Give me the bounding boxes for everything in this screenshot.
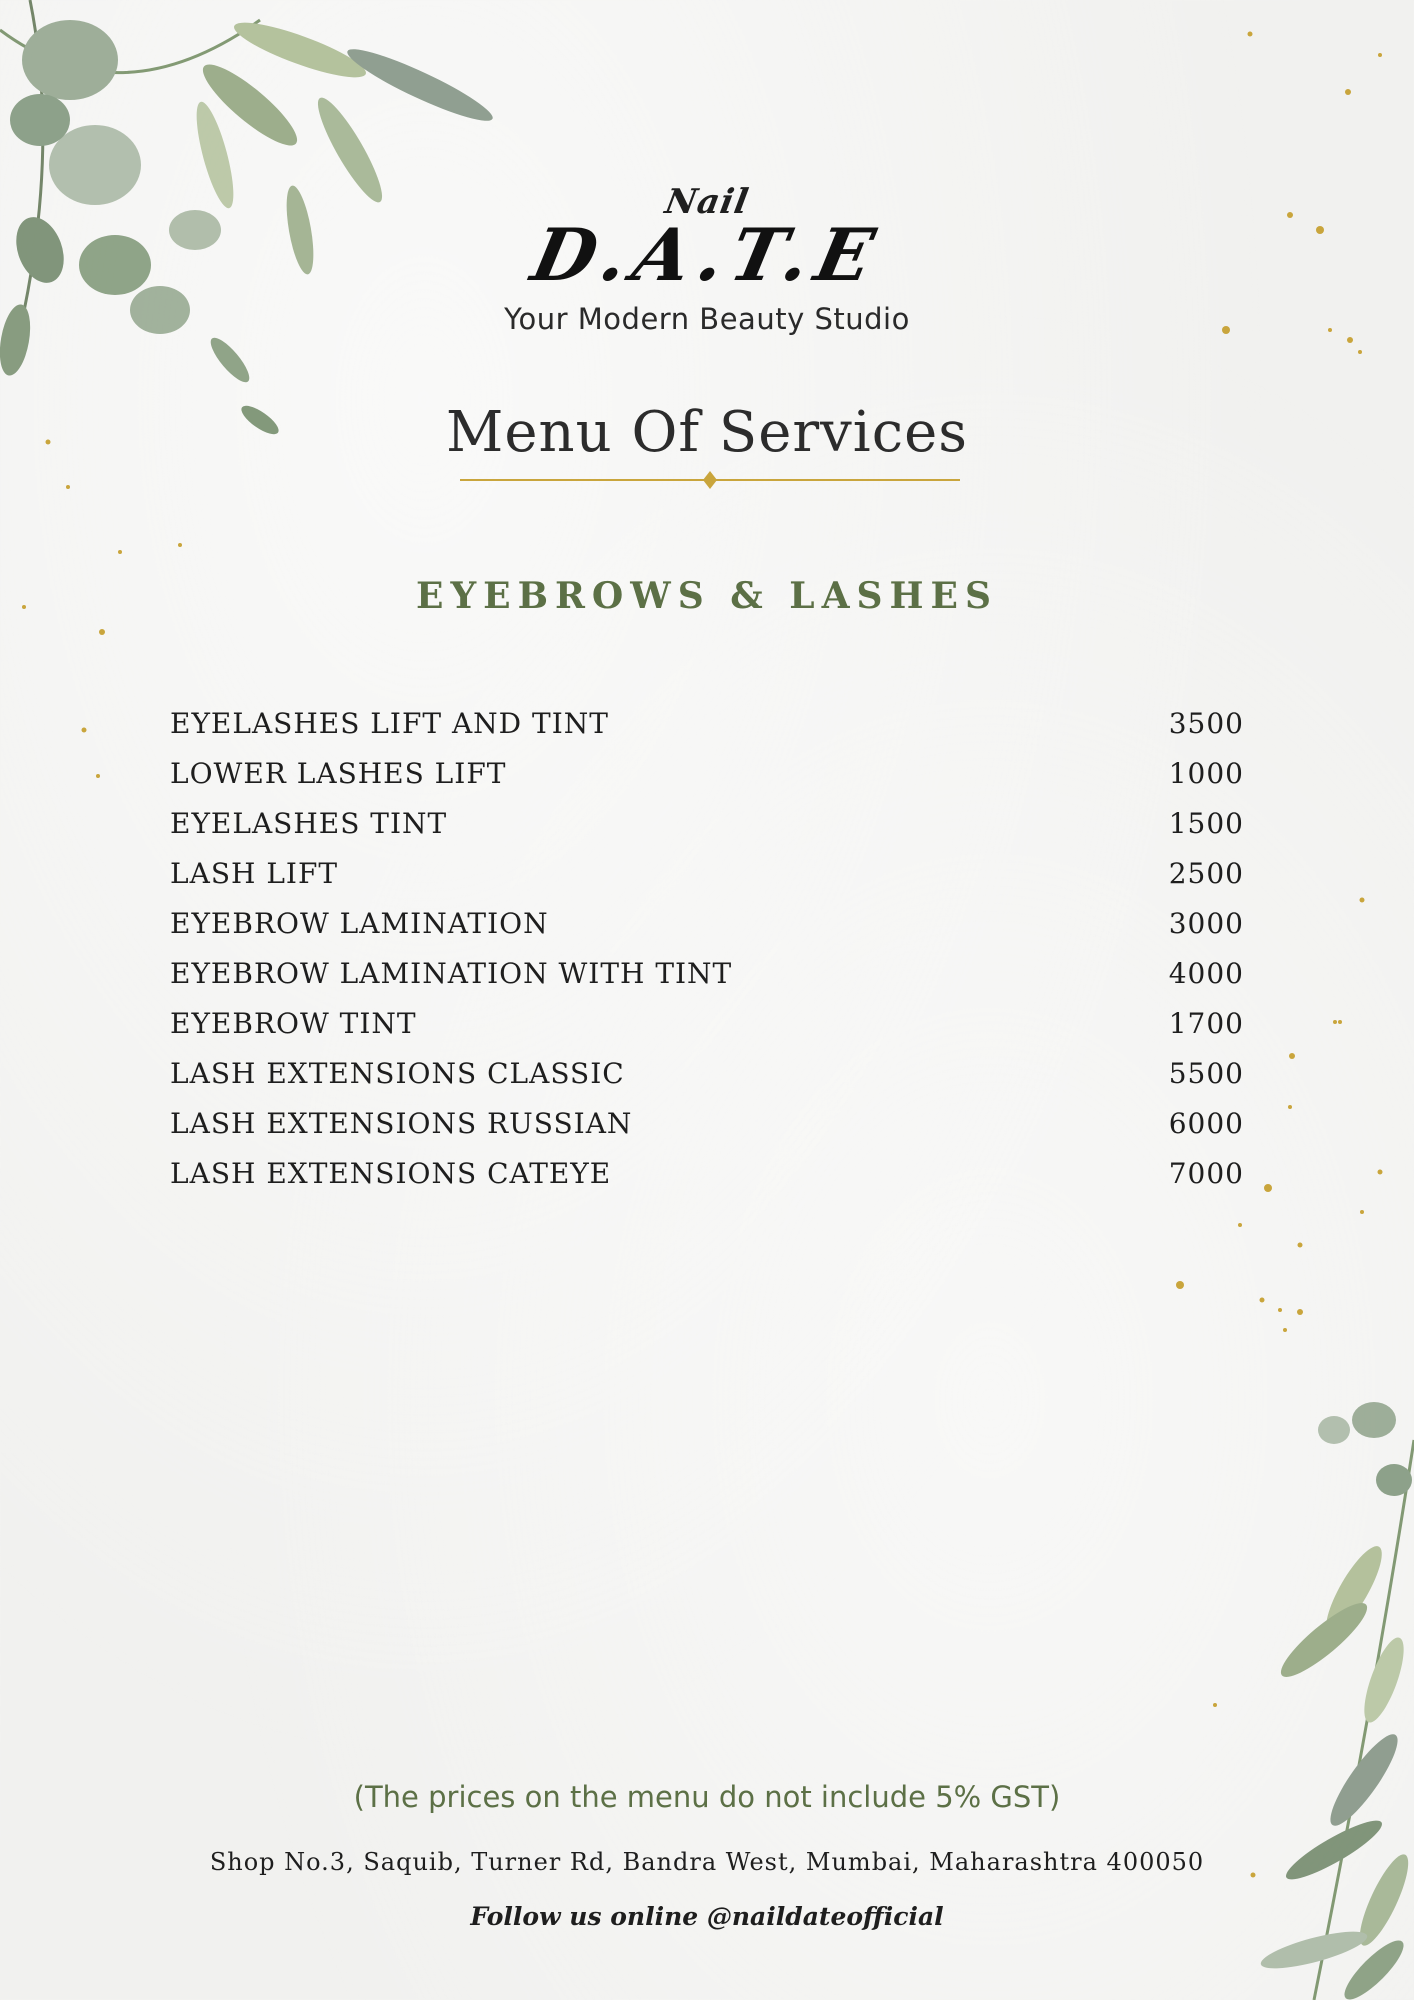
service-price: 2500 <box>1168 856 1244 890</box>
service-name: LASH EXTENSIONS RUSSIAN <box>170 1106 633 1140</box>
service-row <box>170 898 1244 948</box>
service-name: LOWER LASHES LIFT <box>170 756 507 790</box>
service-row <box>170 948 1244 998</box>
brand-logo: D.A.T.E <box>524 212 890 297</box>
service-row <box>170 998 1244 1048</box>
service-price: 1000 <box>1168 756 1244 790</box>
service-name: EYELASHES TINT <box>170 806 448 840</box>
gst-note: (The prices on the menu do not include 5% GST) <box>353 1780 1061 1814</box>
studio-address: Shop No.3, Saquib, Turner Rd, Bandra West, Mumbai, Maharashtra 400050 <box>209 1848 1205 1876</box>
service-price: 3500 <box>1168 706 1244 740</box>
service-row <box>170 698 1244 748</box>
service-name: EYEBROW TINT <box>170 1006 417 1040</box>
service-list <box>170 698 1244 1198</box>
service-row <box>170 798 1244 848</box>
service-row <box>170 848 1244 898</box>
service-name: LASH LIFT <box>170 856 339 890</box>
service-row <box>170 748 1244 798</box>
service-price: 5500 <box>1168 1056 1244 1090</box>
service-name: EYEBROW LAMINATION WITH TINT <box>170 956 733 990</box>
service-name: EYELASHES LIFT AND TINT <box>170 706 609 740</box>
title-divider <box>460 468 960 492</box>
service-price: 1500 <box>1168 806 1244 840</box>
service-name: LASH EXTENSIONS CATEYE <box>170 1156 612 1190</box>
social-handle: Follow us online @naildateofficial <box>470 1902 944 1931</box>
service-price: 3000 <box>1168 906 1244 940</box>
section-heading: EYEBROWS & LASHES <box>416 575 998 617</box>
brand-tagline: Your Modern Beauty Studio <box>504 302 910 336</box>
service-row <box>170 1098 1244 1148</box>
service-name: EYEBROW LAMINATION <box>170 906 549 940</box>
service-name: LASH EXTENSIONS CLASSIC <box>170 1056 625 1090</box>
brand-small-script: Nail <box>661 182 752 222</box>
service-price: 1700 <box>1168 1006 1244 1040</box>
menu-title: Menu Of Services <box>446 400 968 465</box>
service-price: 4000 <box>1168 956 1244 990</box>
service-row <box>170 1048 1244 1098</box>
service-price: 7000 <box>1168 1156 1244 1190</box>
service-row <box>170 1148 1244 1198</box>
service-price: 6000 <box>1168 1106 1244 1140</box>
